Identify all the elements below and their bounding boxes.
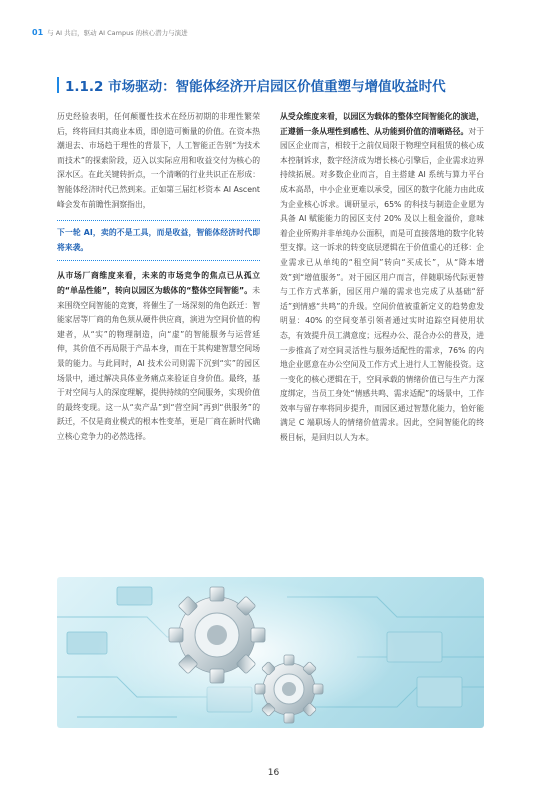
highlight-quote: 下一轮 AI，卖的不是工具，而是收益，智能体经济时代即将来袭。 bbox=[57, 220, 260, 261]
running-header-text: 与 AI 共启，驱动 AI Campus 的核心潜力与演进 bbox=[47, 29, 188, 37]
gears-on-circuit-board-icon bbox=[57, 577, 484, 728]
market-paragraph bbox=[57, 269, 260, 444]
audience-paragraph bbox=[280, 110, 484, 446]
page-number: 16 bbox=[267, 768, 280, 778]
market-paragraph-lead: 从市场厂商维度来看，未来的市场竞争的焦点已从孤立的“单品性能”，转向以园区为载体的“整体空间智能”。 bbox=[57, 271, 260, 295]
running-header bbox=[32, 28, 188, 37]
left-column bbox=[57, 110, 260, 444]
intro-paragraph: 历史经验表明，任何颠覆性技术在经历初期的非理性繁荣后，终将回归其商业本质，即创造可衡量的价值。在资本热潮退去、市场趋于理性的背景下，人工智能正告别“为技术而技术”的探索阶段，迈入以实际应用和收益交付为核心的深水区。在此关键转折点，一个清晰的行业共识正在形成：智能体经济时代已然到来。正如第三届红杉资本 AI Ascent 峰会发布前瞻性洞察指出， bbox=[57, 112, 260, 209]
market-paragraph-body: 未来围绕空间智能的竞赛，将催生了一场深刻的角色跃迁：智能家居等厂商的角色须从硬件供应商，演进为空间价值的构建者，从“实”的物理制造，向“虚”的智能服务与运营延伸，其价值不再局限于产品本身，而在于其构建智慧空间场景的能力。与此同时，AI 技术公司则需下沉到“实”的园区场景中，通过解决具体业务痛点来验证自身价值。最终，基于对空间与人的深度理解，提供持续的空间服务，实现价值的最终变现。这一从“卖产品”到“营空间”再到“供服务”的跃迁，不仅是商业模式的根本性变革，更是厂商在新时代确立核心竞争力的必然选择。 bbox=[57, 285, 260, 441]
section-title: 1.1.2 市场驱动：智能体经济开启园区价值重塑与增值收益时代 bbox=[65, 79, 446, 95]
gears-illustration bbox=[57, 577, 484, 728]
heading-accent-bar bbox=[57, 77, 59, 93]
audience-paragraph-body: 对于园区企业而言，相较于之前仅局限于物理空间租赁的核心成本控制诉求，数字经济成为增长核心引擎后，企业需求边界持续拓展。对多数企业而言，自主搭建 AI 系统与算力平台成本高昂，中小企业更难以承受，园区的数字化能力由此成为企业核心诉求。调研显示，65% 的科技与制造企业愿为具备 AI 赋能能力的园区支付 20% 及以上租金溢价，意味着企业所购并非单纯办公面积，而是可直接落地的数字化转型支撑。这一诉求的转变底层逻辑在于价值重心的迁移：企业需求已从单纯的“租空间”转向“买成长”，从“降本增效”到“增值服务”。对于园区用户而言，伴随职场代际更替与工作方式革新，园区用户端的需求也完成了从基础“舒适”到情感“共鸣”的升级。空间价值被重新定义的趋势愈发明显：40% 的空间变革引领者通过实时追踪空间使用状态，有效提升员工满意度；远程办公、混合办公的普及，进一步推高了对空间灵活性与服务适配性的需求，76% 的内地企业愿意在办公空间及工作方式上进行人工智能投资。这一变化的核心逻辑在于，空间承载的情绪价值已与生产力深度绑定，当员工身处“情感共鸣、需求适配”的场景中，工作效率与留存率将同步提升，而园区通过智慧化能力，恰好能满足 C 端职场人的情绪价值需求。因此，空间智能化的终极目标，是回归以人为本。 bbox=[280, 126, 485, 443]
audience-paragraph-lead: 从受众维度来看，以园区为载体的整体空间智能化的演进，正遵循一条从理性到感性、从功能到价值的清晰路径。 bbox=[280, 112, 484, 136]
right-column bbox=[280, 110, 484, 446]
chapter-number: 01 bbox=[32, 28, 44, 37]
section-heading bbox=[57, 75, 489, 95]
